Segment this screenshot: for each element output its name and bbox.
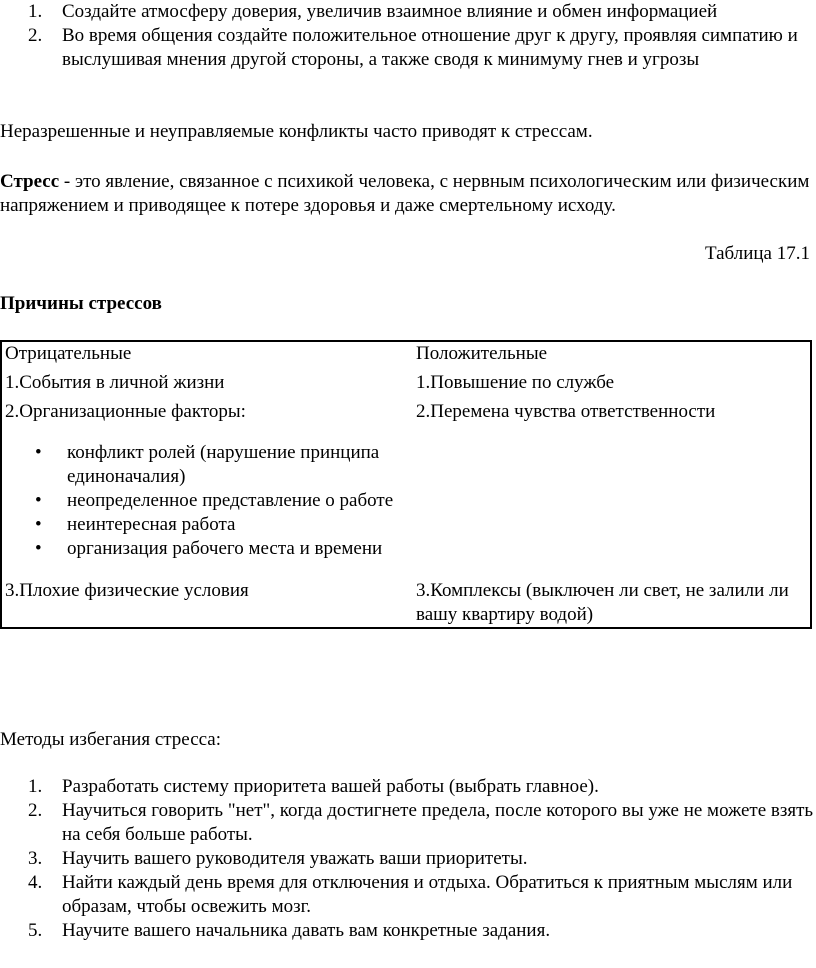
table-row (1, 371, 811, 400)
bullet-icon: • (35, 538, 42, 559)
unresolved-conflicts-paragraph: Неразрешенные и неуправляемые конфликты часто приводят к стрессам. (0, 121, 593, 142)
list-item-text: Разработать систему приоритета вашей работы (выбрать главное). (62, 776, 599, 797)
table-row (1, 400, 811, 579)
list-item-number: 4. (28, 872, 43, 893)
methods-heading: Методы избегания стресса: (0, 729, 222, 750)
list-item (5, 489, 413, 513)
row3-negative-cell: 3.Плохие физические условия (5, 580, 249, 601)
list-item-number: 2. (28, 800, 43, 821)
list-item-text: Найти каждый день время для отключения и отдыха. Обратиться к приятным мыслям или образам, чтобы освежить мозг. (62, 872, 793, 917)
list-item (5, 513, 413, 537)
stress-term: Стресс (0, 171, 60, 192)
list-item-number: 1. (28, 776, 43, 797)
list-item-text: организация рабочего места и времени (67, 538, 383, 559)
row2-negative-cell (1, 400, 413, 579)
list-item-text: конфликт ролей (нарушение принципа единоначалия) (67, 442, 380, 487)
list-item-text: Создайте атмосферу доверия, увеличив взаимное влияние и обмен информацией (62, 1, 718, 22)
bullet-icon: • (35, 514, 42, 535)
table-header-row (1, 341, 811, 371)
list-item-number: 3. (28, 848, 43, 869)
stress-definition-text: - это явление, связанное с психикой человека, с нервным психологическим или физическим напряжением и приводящее к потере здоровья и даже смертельному исходу. (0, 171, 810, 216)
organizational-factors-list (5, 441, 413, 561)
list-item (0, 919, 816, 943)
list-item (0, 847, 816, 871)
row2-negative-label: 2.Организационные факторы: (5, 401, 246, 422)
list-item-text: неинтересная работа (67, 514, 236, 535)
bullet-icon: • (35, 490, 42, 511)
list-item (5, 537, 413, 561)
list-item (5, 441, 413, 489)
list-item-number: 5. (28, 920, 43, 941)
stress-definition-paragraph (0, 170, 816, 218)
bullet-icon: • (35, 442, 42, 463)
stress-causes-table (0, 340, 812, 629)
row2-positive-cell: 2.Перемена чувства ответственности (416, 401, 716, 422)
list-item-text: Научить вашего руководителя уважать ваши приоритеты. (62, 848, 528, 869)
list-item-number: 1. (28, 1, 43, 22)
row1-negative-cell: 1.События в личной жизни (5, 372, 225, 393)
list-item (0, 0, 816, 24)
list-item-text: неопределенное представление о работе (67, 490, 394, 511)
row3-positive-cell: 3.Комплексы (выключен ли свет, не залили ли вашу квартиру водой) (416, 580, 789, 625)
stress-avoidance-methods-list (0, 775, 816, 943)
trust-tips-list (0, 0, 816, 72)
list-item (0, 775, 816, 799)
list-item-number: 2. (28, 25, 43, 46)
header-negative-cell: Отрицательные (5, 343, 132, 364)
list-item (0, 24, 816, 72)
list-item (0, 799, 816, 847)
list-item-text: Научите вашего начальника давать вам конкретные задания. (62, 920, 551, 941)
row1-positive-cell: 1.Повышение по службе (416, 372, 615, 393)
table-number-caption: Таблица 17.1 (704, 243, 810, 264)
table-title: Причины стрессов (0, 293, 162, 314)
header-positive-cell: Положительные (416, 343, 548, 364)
list-item (0, 871, 816, 919)
table-row (1, 579, 811, 628)
list-item-text: Во время общения создайте положительное отношение друг к другу, проявляя симпатию и выслушивая мнения другой стороны, а также сводя к минимуму гнев и угрозы (62, 25, 798, 70)
list-item-text: Научиться говорить "нет", когда достигнете предела, после которого вы уже не можете взять на себя больше работы. (62, 800, 814, 845)
